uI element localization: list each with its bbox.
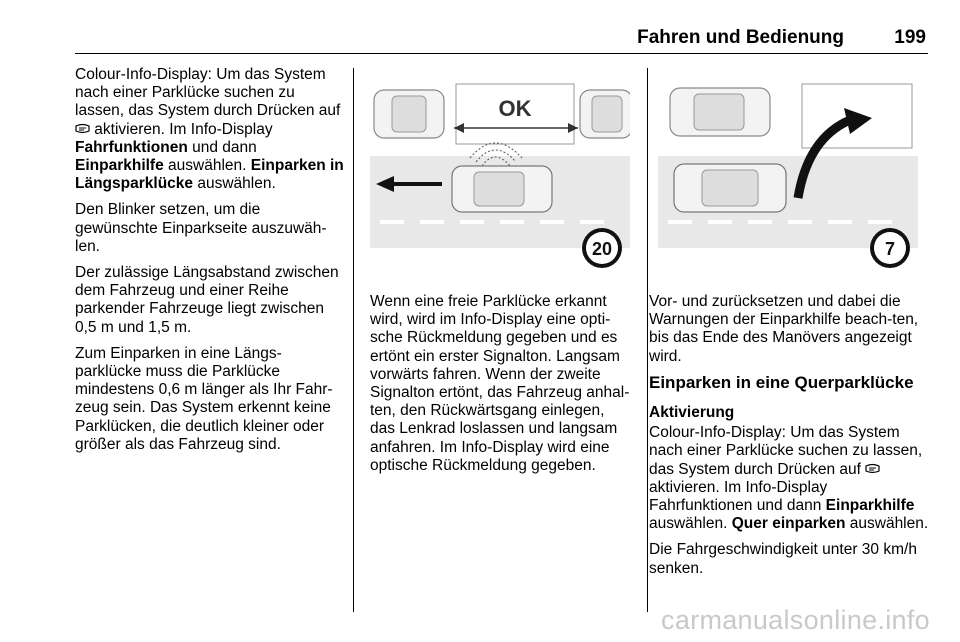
svg-text:20: 20 [591,239,613,259]
paragraph: Den Blinker setzen, um die gewünschte Einparkseite auszuwäh-len. [75,201,327,255]
moving-car [452,166,552,212]
perpendicular-parking-illustration [658,78,918,278]
column-2 [370,293,632,483]
ok-label: OK [498,96,532,121]
paragraph: Wenn eine freie Parklücke erkannt wird, wird im Info-Display eine opti-sche Rückmeldung gegeben und es ertönt ein erster Signalton. Langsam vorwärts fahren. Wenn der zweite Signalton ertönt, das Fahrzeug anhal-ten, den Rückwärtsgang einlegen, das Lenkrad loslassen und langsam anfahren. Im Info-Display wird eine optische Rückmeldung gegeben. [370,293,630,474]
step-badge [870,228,910,268]
column-divider [353,68,354,612]
column-divider [647,68,648,612]
step-badge [582,228,622,268]
page-header [75,22,928,54]
parked-car-left [374,90,444,138]
paragraph: Der zulässige Längsabstand zwischen dem Fahrzeug und einer Reihe parkender Fahrzeuge liegt zwischen 0,5 m und 1,5 m. [75,264,339,336]
page-number: 199 [894,27,926,48]
column-1 [75,66,345,462]
paragraph: Colour-Info-Display: Um das System nach einer Parklücke suchen zu lassen, das System durch Drücken auf aktivieren. Im Info-Display Fahrfunktionen und dann Einparkhilfe auswählen. Quer einparken auswählen. [649,424,929,533]
parked-car-right [580,90,630,138]
paragraph: Vor- und zurücksetzen und dabei die Warnungen der Einparkhilfe beach-ten, bis das Ende des Manövers angezeigt wird. [649,293,919,365]
header-title: Fahren und Bedienung [637,27,844,48]
moving-car [674,164,786,212]
subsection-heading: Aktivierung [649,404,735,422]
svg-text:7: 7 [884,239,896,259]
parallel-parking-illustration [370,78,630,278]
parked-car [670,88,770,136]
parking-assist-icon [865,463,880,475]
section-heading: Einparken in eine Querparklücke [649,372,914,392]
column-3 [649,293,931,586]
paragraph: Colour-Info-Display: Um das System nach einer Parklücke suchen zu lassen, das System durch Drücken auf aktivieren. Im Info-Display Fahrfunktionen und dann Einparkhilfe auswählen. Einparken in Längsparklücke auswählen. [75,66,344,193]
watermark: carmanualsonline.info [661,605,930,635]
paragraph: Die Fahrgeschwindigkeit unter 30 km/h senken. [649,541,917,577]
parking-assist-icon [75,123,90,135]
paragraph: Zum Einparken in eine Längs-parklücke muss die Parklücke mindestens 0,6 m länger als Ihr Fahr-zeug sein. Das System erkennt keine Parklücken, die deutlich kleiner oder größer als das Fahrzeug sind. [75,344,333,453]
